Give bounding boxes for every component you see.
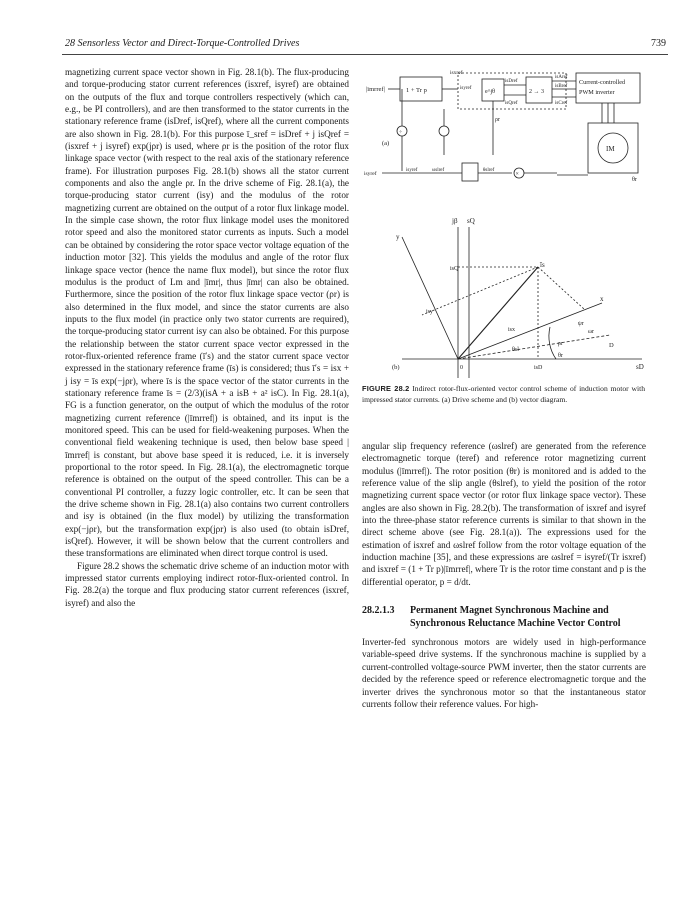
right-paragraph-1: angular slip frequency reference (ωslref) are generated from the reference electromagnetic torque (teref) and reference rotor magnetizing current modulus (|īmrref|). The rotor position (θr) is monitored and is added to the reference value of the slip angle (θslref), to yield the position of the rotor magnetizing current space vector (or rotor flux linkage space vector). These angles are also shown in Fig. 28.2(b). The transformation of isxref and isyref into the three-phase stator reference currents is similar to that shown in the direct scheme above (see Fig. 28.1(a)). The expressions used for the estimation of isxref and ωslref follow from the rotor voltage equation of the induction machine [35], and these expressions are ωslref = isyref/(Tr isxref) and isxref = (1 + Tr p)|īmrref|, where Tr is the rotor time constant and p is the differential operator, p = d/dt. <box>362 441 647 587</box>
page-number: 739 <box>651 38 666 49</box>
sig-isqref: isQref <box>505 101 518 106</box>
block-2-label: e^jθ <box>485 89 496 95</box>
lbl-rho: ρr <box>558 341 563 347</box>
pwm-inverter <box>576 73 640 103</box>
sig-theta-r: θr <box>632 177 637 183</box>
axis-y-label: y <box>396 233 400 241</box>
running-header-title: 28 Sensorless Vector and Direct-Torque-Controlled Drives <box>65 38 300 49</box>
lbl-isy: isy <box>426 309 434 315</box>
drive-scheme <box>364 69 640 183</box>
rotor-axis <box>458 335 610 359</box>
figure-28-2 <box>362 63 652 381</box>
vector-is <box>458 267 538 359</box>
axis-x <box>458 303 602 359</box>
lbl-psi: ψr <box>578 321 584 327</box>
arc-rho <box>549 327 556 359</box>
axis-beta-label: jβ <box>452 217 458 225</box>
sig-isyref-bottom: isyref <box>406 168 418 173</box>
caption-label: FIGURE 28.2 <box>362 384 410 393</box>
vector-diagram <box>392 217 644 378</box>
lbl-omega-r: ωr <box>588 329 594 335</box>
axis-sq-label: sQ <box>467 217 475 225</box>
block-1-label: 1 + Tr p <box>406 87 427 94</box>
left-paragraph-2: Figure 28.2 shows the schematic drive scheme of an induction motor with impressed stator currents employing indirect rotor-flux-oriented control. In Fig. 28.2(a) the torque and flux producing stator current references (isxref, isyref) and also the <box>65 560 349 608</box>
header-rule <box>62 54 668 55</box>
lbl-theta-sl: θsl <box>512 347 519 353</box>
sig-omega-slref: ωslref <box>432 168 445 173</box>
caption-text: Indirect rotor-flux-oriented vector control scheme of induction motor with impressed stator currents. (a) Drive scheme and (b) vector diagram. <box>362 384 645 404</box>
axis-x-label: x <box>600 295 604 303</box>
lbl-isq: isQ <box>450 266 459 272</box>
proj-isy <box>422 267 538 315</box>
summing-symbol: × <box>515 171 519 178</box>
integrator-block <box>462 163 478 181</box>
inverter-label-2: PWM inverter <box>579 89 615 96</box>
divider-symbol: ÷ <box>399 129 403 136</box>
input-isyref: isyref <box>364 171 377 177</box>
section-heading <box>362 604 646 630</box>
sig-iscref: isCref <box>555 101 568 106</box>
lbl-d: D <box>609 342 614 349</box>
lbl-origin: 0 <box>460 365 463 371</box>
block-3-label: 2 → 3 <box>529 89 544 95</box>
sig-isaref: isAref <box>555 75 568 80</box>
sig-isyref-top: isyref <box>460 86 472 91</box>
motor-label: IM <box>606 145 615 153</box>
figure-drawing <box>362 63 652 381</box>
inverter-label-1: Current-controlled <box>579 79 626 86</box>
input-imrref: |īmrref| <box>366 86 385 93</box>
axis-y <box>402 237 458 359</box>
label-a: (a) <box>382 140 390 147</box>
right-paragraph-2: Inverter-fed synchronous motors are widely used in high-performance variable-speed drive systems. If the synchronous machine is supplied by a current-controlled voltage-source PWM inverter, then the stator currents are decided by the reference speed or reference electromagnetic torque and the inverter drives the synchronous motor so that the instantaneous stator currents follow their reference values. For high- <box>362 637 646 709</box>
sig-isxref: isxref <box>450 70 463 76</box>
lbl-isd: isD <box>534 365 543 371</box>
proj-isx <box>538 267 584 309</box>
section-number: 28.2.1.3 <box>362 605 395 617</box>
vector-is-label: īs <box>540 261 545 269</box>
lbl-isx: isx <box>508 327 516 333</box>
multiplier-node <box>439 126 449 136</box>
left-paragraph-1: magnetizing current space vector shown in Fig. 28.1(b). The flux-producing and torque-producing stator current references (isxref, isyref) are obtained on the outputs of the flux and torque controllers respectively (which can, e.g., be PI controllers), and are then transformed to the stator currents in the stationary reference frame (isDref, isQref), where all the current components are also shown in Fig. 28.1(b). For this purpose ī_sref = isDref + j isQref = (isxref + j isyref) exp(jρr) is used, where ρr is the position of the rotor flux linkage space vector (with respect to the real axis of the stationary reference frame). For illustration purposes Fig. 28.1(b) shows all the stator current components and also the angle ρr. In the drive scheme of Fig. 28.1(a), the torque-producing stator current (isy) and the modulus of the rotor magnetizing current are obtained on the output of a rotor flux linkage model. In the simple case shown, the rotor flux linkage model uses the monitored rotor speed and also the monitored stator currents as inputs. Such a model can be obtained by considering the rotor space vector voltage equation of the induction motor [32]. This yields the modulus and angle of the rotor flux linkage space vector (hence the name flux model), but since the rotor flux modulus is the product of Lm and |īmr|, thus |īmr| can also be obtained. Furthermore, since the position of the rotor flux linkage space vector (ρr) is also determined in the flux model, and since the stator currents are also inputs to the flux model (in practice only two stator currents are required), the torque-producing stator current isy can also be obtained. For this purpose the relationship between the stator current space vector expressed in the rotor-flux-oriented reference frame (ī′s) and the stator current space vector expressed in the stationary reference frame (īs) is considered; thus ī′s = isx + j isy = īs exp(−jρr), where īs is the space vector of the stator currents in the stationary reference frame īs = (2/3)(isA + a isB + a² isC). In Fig. 28.1(a), FG is a function generator, on the output of which the modulus of the rotor magnetizing current reference (|īmrref|) is obtained, and its input is the monitored speed. This can be used for field-weakening purposes. When the conventional field weakening technique is used, then below base speed |īmrref| is constant, but above base speed it is reduced, i.e. it is inversely proportional to the rotor speed. In Fig. 28.1(a), the electromagnetic torque reference is obtained on the output of the speed controller. This can be a conventional PI controller, a fuzzy logic controller, etc. It can be seen that the drive scheme shown in Fig. 28.1(a) also contains two current controllers and isy is obtained (in the flux model) by utilizing the transformation exp(−jρr), but the transformation exp(jρr) is also used (to obtain isDref, isQref). However, it will be shown below that the current controllers and these transformations are eliminated when direct torque control is used. <box>65 67 349 559</box>
left-column <box>65 66 349 609</box>
label-b: (b) <box>392 364 400 371</box>
axis-sd-label: sD <box>636 363 644 371</box>
section-title: Permanent Magnet Synchronous Machine and Synchronous Reluctance Machine Vector Control <box>410 605 621 630</box>
sig-isbref: isBref <box>555 84 568 89</box>
lbl-theta-r: θr <box>558 353 563 359</box>
sig-theta-slref: θslref <box>483 168 495 173</box>
sig-isdref: isDref <box>505 79 518 84</box>
right-column <box>362 440 646 710</box>
sig-rho-r: ρr <box>495 117 500 123</box>
figure-caption <box>362 384 645 405</box>
